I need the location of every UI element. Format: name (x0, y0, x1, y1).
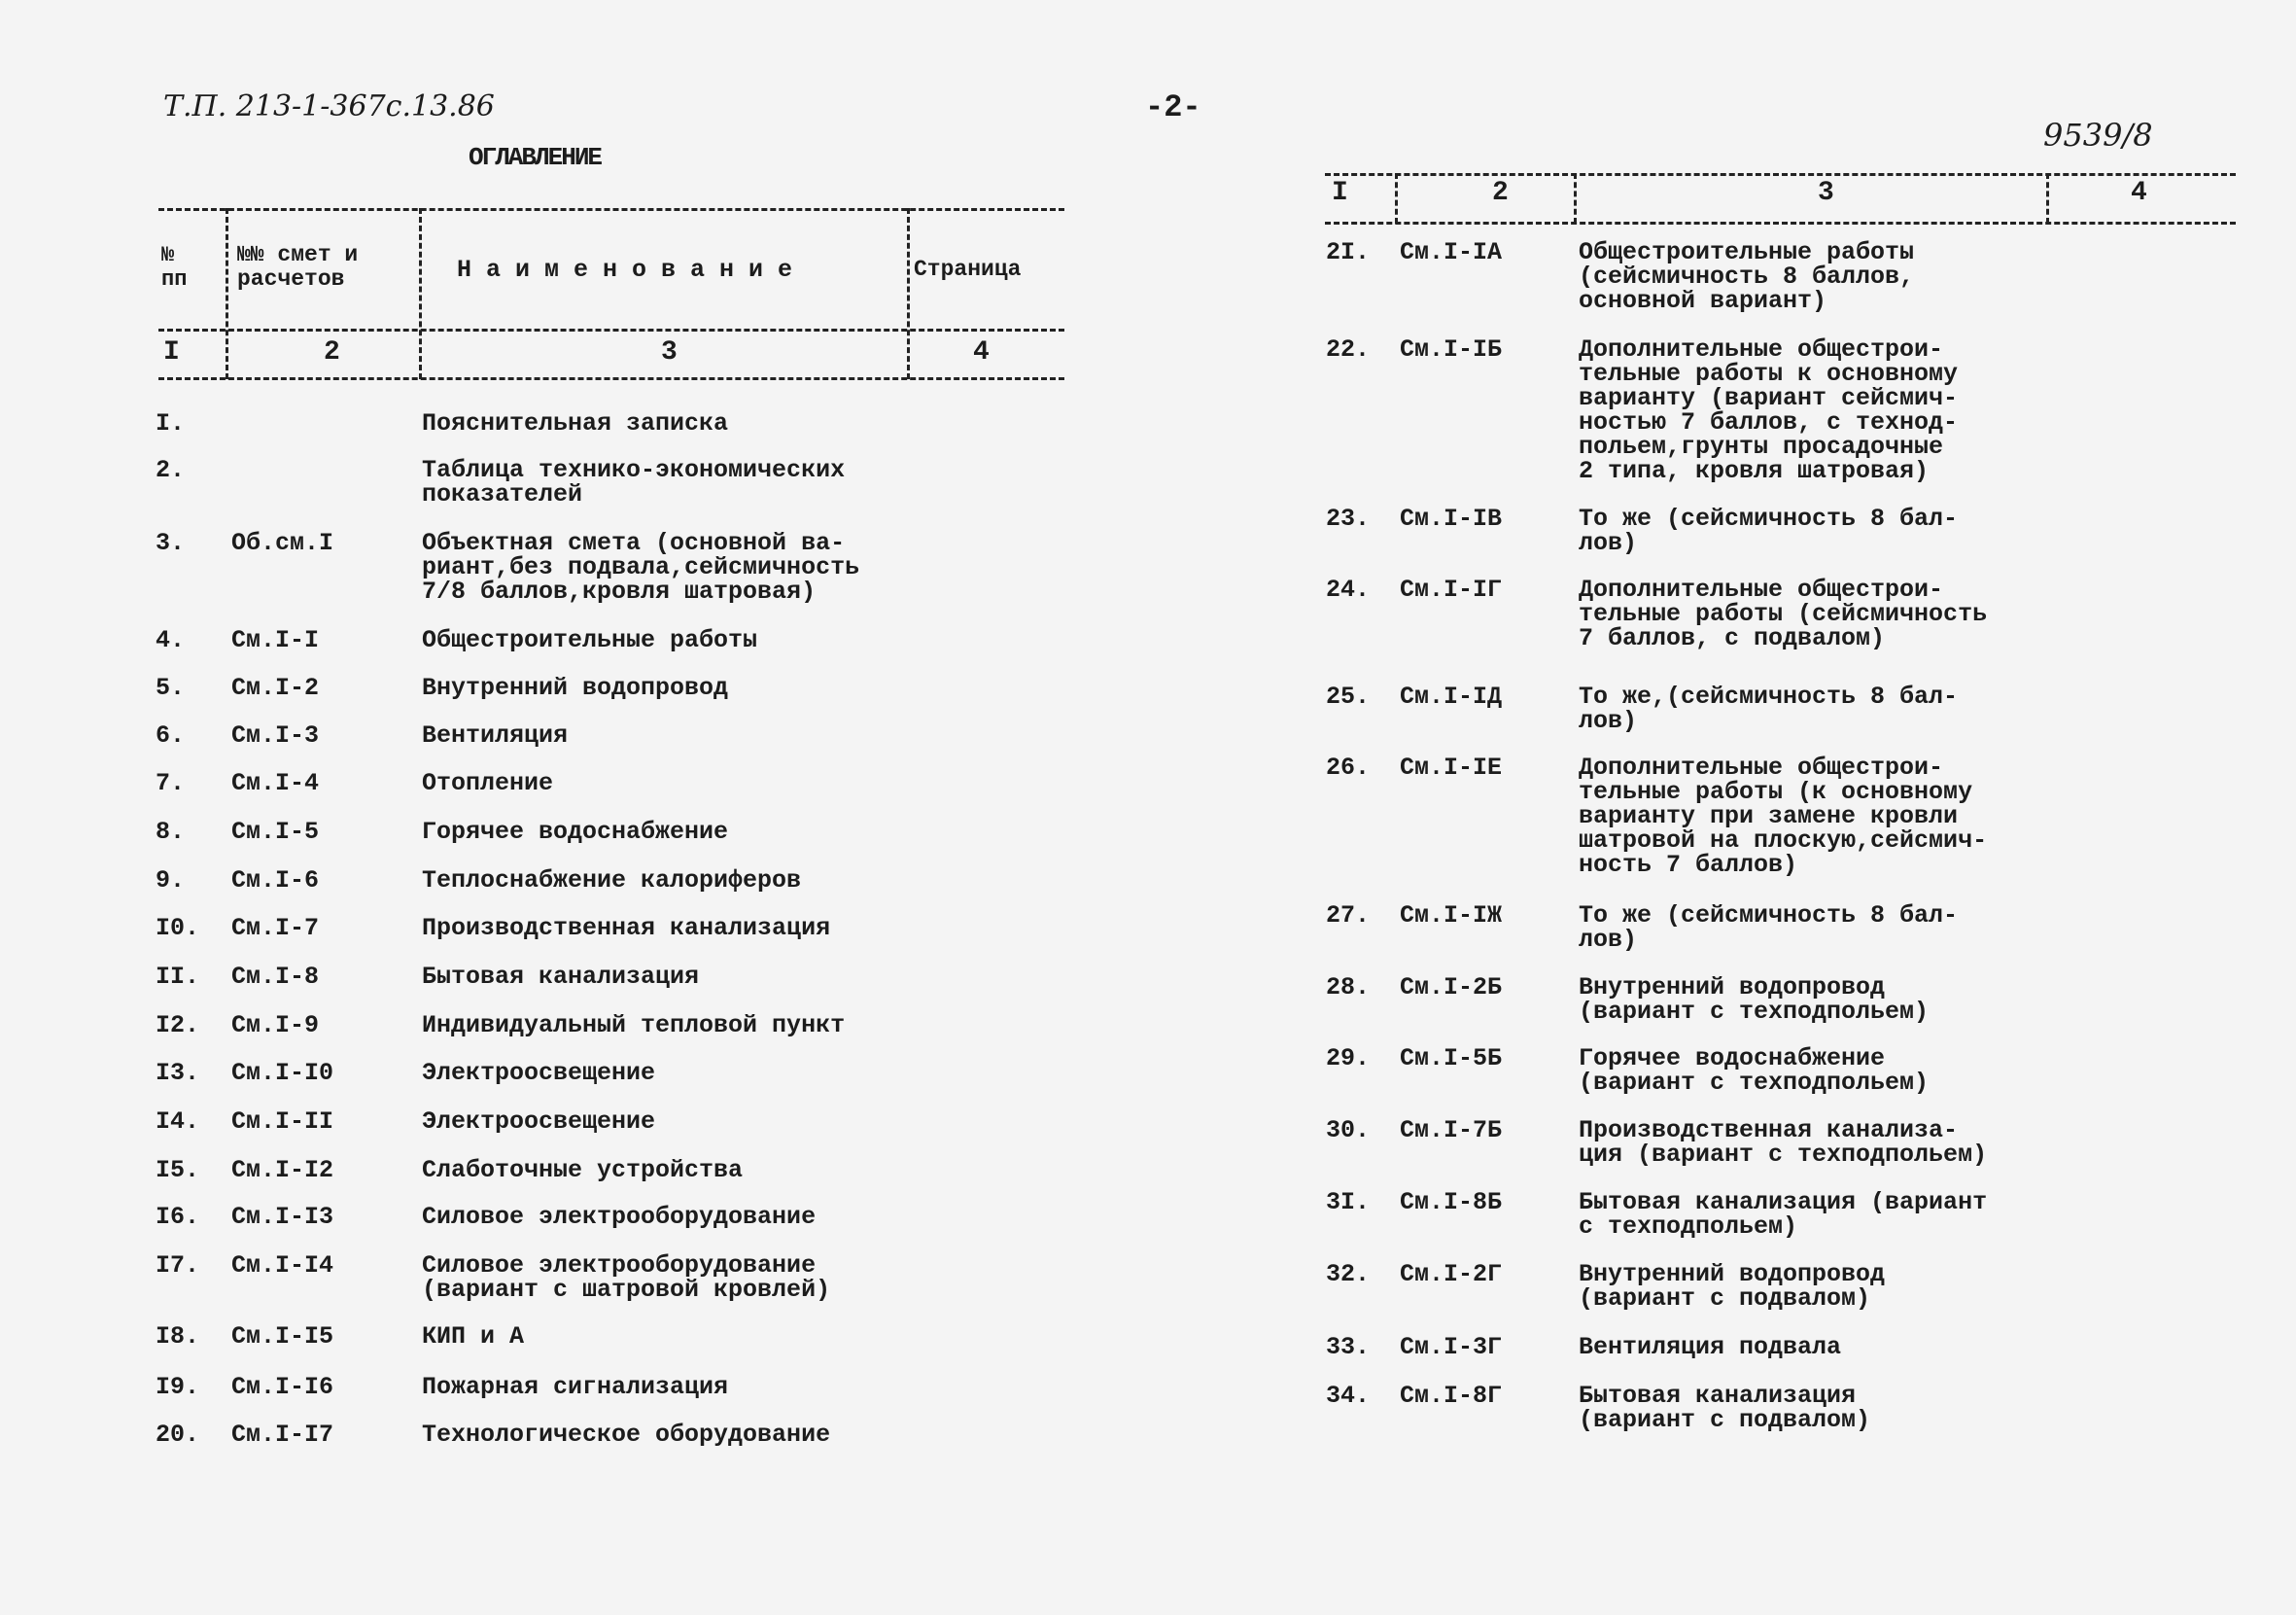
row-number: 6. (156, 721, 186, 750)
column-header-page: Страница (914, 257, 1022, 282)
row-number: I0. (156, 914, 200, 942)
row-number: 8. (156, 818, 186, 846)
column-number: 3 (661, 337, 678, 368)
row-number: I3. (156, 1059, 200, 1087)
estimate-code: См.I-9 (231, 1011, 320, 1039)
estimate-code: См.I-IБ (1400, 335, 1503, 364)
row-number: 25. (1326, 683, 1371, 711)
row-number: 9. (156, 866, 186, 895)
estimate-code: См.I-2Г (1400, 1260, 1503, 1288)
item-name: Общестроительные работы (сейсмичность 8 баллов, основной вариант) (1579, 238, 1915, 315)
estimate-code: См.I-I (231, 626, 320, 654)
document-code: Т.П. 213-1-367с.13.86 (163, 89, 495, 123)
estimate-code: См.I-I5 (231, 1322, 334, 1351)
item-name: Электроосвещение (422, 1059, 656, 1087)
estimate-code: См.I-8Г (1400, 1382, 1503, 1410)
item-name: Силовое электрооборудование (422, 1203, 817, 1231)
item-name: Теплоснабжение калориферов (422, 866, 802, 895)
item-name: Производственная канализа- ция (вариант с техподпольем) (1579, 1116, 1988, 1169)
item-name: Внутренний водопровод (422, 674, 729, 702)
estimate-code: См.I-8Б (1400, 1188, 1503, 1216)
row-number: 20. (156, 1421, 200, 1449)
item-name: Внутренний водопровод (вариант с техподпольем) (1579, 973, 1930, 1026)
estimate-code: См.I-IВ (1400, 505, 1503, 533)
row-number: 7. (156, 769, 186, 797)
item-name: Объектная смета (основной ва- риант,без подвала,сейсмичность 7/8 баллов,кровля шатровая) (422, 529, 860, 606)
row-number: 26. (1326, 754, 1371, 782)
item-name: Технологическое оборудование (422, 1421, 831, 1449)
row-number: I6. (156, 1203, 200, 1231)
estimate-code: См.I-8 (231, 963, 320, 991)
item-name: Слаботочные устройства (422, 1156, 744, 1184)
row-number: 2. (156, 456, 186, 484)
estimate-code: См.I-I3 (231, 1203, 334, 1231)
divider (1325, 222, 2236, 225)
estimate-code: См.I-IА (1400, 238, 1503, 266)
item-name: Общестроительные работы (422, 626, 758, 654)
divider (1574, 173, 1577, 224)
column-number: 4 (2131, 178, 2147, 208)
divider (158, 377, 1064, 380)
item-name: Пожарная сигнализация (422, 1373, 729, 1401)
row-number: I2. (156, 1011, 200, 1039)
row-number: I5. (156, 1156, 200, 1184)
estimate-code: См.I-2 (231, 674, 320, 702)
row-number: II. (156, 963, 200, 991)
estimate-code: См.I-IЖ (1400, 901, 1503, 930)
divider (226, 208, 228, 379)
column-number: I (1332, 178, 1348, 208)
column-number: 2 (324, 337, 340, 368)
estimate-code: См.I-IГ (1400, 576, 1503, 604)
divider (907, 208, 910, 379)
item-name: Дополнительные общестрои- тельные работы (сейсмичность 7 баллов, с подвалом) (1579, 576, 1988, 652)
divider (158, 329, 1064, 332)
row-number: 32. (1326, 1260, 1371, 1288)
row-number: I4. (156, 1107, 200, 1136)
item-name: То же,(сейсмичность 8 бал- лов) (1579, 683, 1959, 735)
item-name: Отопление (422, 769, 554, 797)
toc-title: ОГЛАВЛЕНИЕ (469, 143, 602, 172)
item-name: То же (сейсмичность 8 бал- лов) (1579, 901, 1959, 954)
column-number: 3 (1818, 178, 1834, 208)
row-number: 33. (1326, 1333, 1371, 1361)
column-number: 4 (973, 337, 990, 368)
row-number: 34. (1326, 1382, 1371, 1410)
estimate-code: См.I-I2 (231, 1156, 334, 1184)
item-name: КИП и А (422, 1322, 525, 1351)
row-number: 27. (1326, 901, 1371, 930)
item-name: То же (сейсмичность 8 бал- лов) (1579, 505, 1959, 557)
estimate-code: См.I-6 (231, 866, 320, 895)
estimate-code: См.I-I4 (231, 1251, 334, 1280)
estimate-code: См.I-5Б (1400, 1044, 1503, 1072)
estimate-code: Об.см.I (231, 529, 334, 557)
row-number: 23. (1326, 505, 1371, 533)
row-number: 4. (156, 626, 186, 654)
item-name: Производственная канализация (422, 914, 831, 942)
column-header-name: Н а и м е н о в а н и е (457, 256, 793, 284)
row-number: I9. (156, 1373, 200, 1401)
estimate-code: См.I-I0 (231, 1059, 334, 1087)
item-name: Дополнительные общестрои- тельные работы к основному варианту (вариант сейсмич- ностью 7 баллов, с технод- польем,грунты просадочные 2 типа, кровля шатровая) (1579, 335, 1959, 485)
estimate-code: См.I-5 (231, 818, 320, 846)
item-name: Вентиляция подвала (1579, 1333, 1842, 1361)
estimate-code: См.I-2Б (1400, 973, 1503, 1001)
divider (1395, 173, 1398, 224)
item-name: Силовое электрооборудование (вариант с шатровой кровлей) (422, 1251, 831, 1304)
row-number: 3. (156, 529, 186, 557)
row-number: 22. (1326, 335, 1371, 364)
item-name: Таблица технико-экономических показателей (422, 456, 846, 509)
row-number: 3I. (1326, 1188, 1371, 1216)
estimate-code: См.I-IЕ (1400, 754, 1503, 782)
page-number: -2- (1145, 89, 1201, 125)
estimate-code: См.I-4 (231, 769, 320, 797)
divider (2046, 173, 2049, 224)
row-number: I7. (156, 1251, 200, 1280)
row-number: 5. (156, 674, 186, 702)
item-name: Дополнительные общестрои- тельные работы (к основному варианту при замене кровли шатровой на плоскую,сейсмич- ность 7 баллов) (1579, 754, 1988, 879)
column-header-num: № пп (161, 243, 188, 292)
column-number: 2 (1492, 178, 1509, 208)
row-number: 2I. (1326, 238, 1371, 266)
item-name: Электроосвещение (422, 1107, 656, 1136)
divider (1325, 173, 2236, 176)
item-name: Бытовая канализация (422, 963, 700, 991)
estimate-code: См.I-II (231, 1107, 334, 1136)
divider (419, 208, 422, 379)
item-name: Бытовая канализация (вариант с подвалом) (1579, 1382, 1871, 1434)
estimate-code: См.I-IД (1400, 683, 1503, 711)
row-number: 29. (1326, 1044, 1371, 1072)
row-number: 24. (1326, 576, 1371, 604)
estimate-code: См.I-I7 (231, 1421, 334, 1449)
estimate-code: См.I-I6 (231, 1373, 334, 1401)
item-name: Внутренний водопровод (вариант с подвалом) (1579, 1260, 1886, 1313)
row-number: I. (156, 409, 186, 438)
item-name: Пояснительная записка (422, 409, 729, 438)
divider (158, 208, 1064, 211)
item-name: Вентиляция (422, 721, 569, 750)
archive-number: 9539/8 (2043, 117, 2153, 154)
item-name: Горячее водоснабжение (422, 818, 729, 846)
row-number: 28. (1326, 973, 1371, 1001)
row-number: 30. (1326, 1116, 1371, 1144)
column-number: I (163, 337, 180, 368)
estimate-code: См.I-7Б (1400, 1116, 1503, 1144)
estimate-code: См.I-3Г (1400, 1333, 1503, 1361)
estimate-code: См.I-3 (231, 721, 320, 750)
estimate-code: См.I-7 (231, 914, 320, 942)
item-name: Бытовая канализация (вариант с техподпольем) (1579, 1188, 1988, 1241)
item-name: Горячее водоснабжение (вариант с техподпольем) (1579, 1044, 1930, 1097)
column-header-code: №№ смет и расчетов (237, 242, 359, 292)
row-number: I8. (156, 1322, 200, 1351)
item-name: Индивидуальный тепловой пункт (422, 1011, 846, 1039)
